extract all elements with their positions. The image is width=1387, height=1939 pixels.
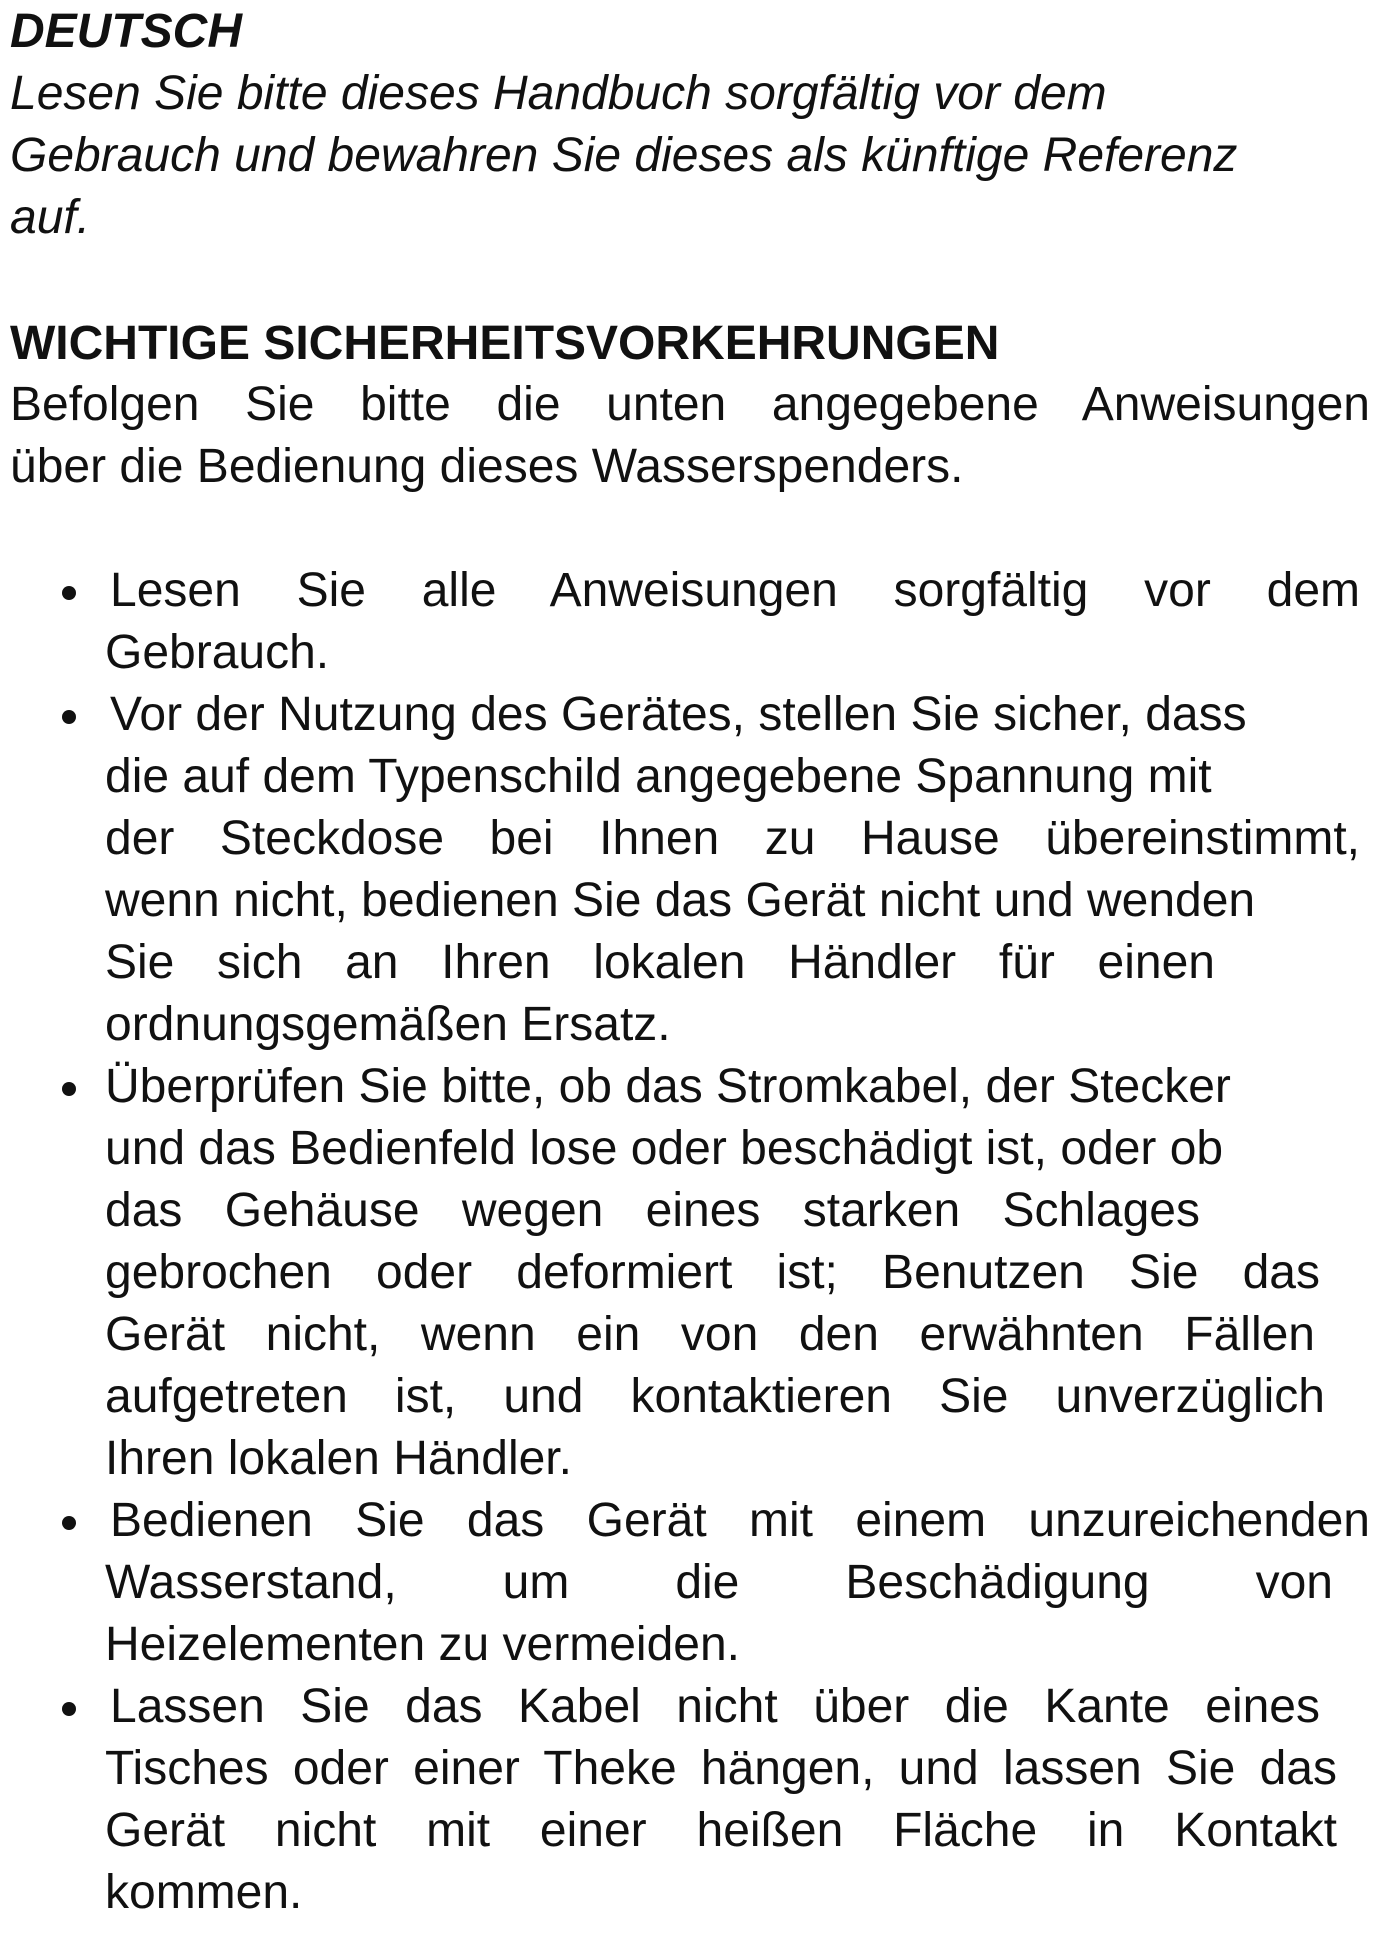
bullet-line: kommen. — [105, 1866, 303, 1919]
bullet-line: Tisches oder einer Theke hängen, und lassen Sie das — [105, 1742, 1337, 1795]
intro-paragraph — [10, 63, 1310, 249]
bullet-line: Heizelementen zu vermeiden. — [105, 1618, 740, 1671]
bullet-item — [0, 1676, 1370, 1924]
intro-line: Gebrauch und bewahren Sie dieses als künftige Referenz — [10, 129, 1238, 182]
bullet-line: die auf dem Typenschild angegebene Spannung mit — [105, 750, 1212, 803]
safety-heading: WICHTIGE SICHERHEITSVORKEHRUNGEN — [10, 317, 1000, 370]
bullet-icon — [62, 1702, 76, 1716]
bullet-line: Ihren lokalen Händler. — [105, 1432, 572, 1485]
bullet-icon — [62, 1082, 76, 1096]
bullet-line: und das Bedienfeld lose oder beschädigt ist, oder ob — [105, 1122, 1224, 1175]
bullet-line: gebrochen oder deformiert ist; Benutzen Sie das — [105, 1246, 1320, 1299]
intro-line: auf. — [10, 191, 91, 244]
bullet-icon — [62, 710, 76, 724]
bullet-item — [0, 684, 1370, 1056]
bullet-line: Lesen Sie alle Anweisungen sorgfältig vor dem — [110, 564, 1360, 617]
bullet-line: der Steckdose bei Ihnen zu Hause übereinstimmt, — [105, 812, 1360, 865]
language-heading: DEUTSCH — [10, 5, 243, 58]
bullet-icon — [62, 586, 76, 600]
bullet-line: ordnungsgemäßen Ersatz. — [105, 998, 671, 1051]
bullet-line: Überprüfen Sie bitte, ob das Stromkabel, der Stecker — [105, 1060, 1231, 1113]
bullet-line: Sie sich an Ihren lokalen Händler für einen — [105, 936, 1215, 989]
lead-paragraph — [10, 374, 1370, 498]
bullet-line: Wasserstand, um die Beschädigung von — [105, 1556, 1333, 1609]
bullet-line: wenn nicht, bedienen Sie das Gerät nicht und wenden — [105, 874, 1256, 927]
bullet-icon — [62, 1516, 76, 1530]
bullet-line: Gerät nicht, wenn ein von den erwähnten Fällen — [105, 1308, 1315, 1361]
bullet-line: aufgetreten ist, und kontaktieren Sie unverzüglich — [105, 1370, 1325, 1423]
bullet-line: Bedienen Sie das Gerät mit einem unzureichenden — [110, 1494, 1370, 1547]
bullet-item — [0, 560, 1370, 684]
bullet-item — [0, 1056, 1370, 1490]
bullet-line: Gerät nicht mit einer heißen Fläche in Kontakt — [105, 1804, 1337, 1857]
lead-line: Befolgen Sie bitte die unten angegebene Anweisungen — [10, 378, 1370, 431]
bullet-line: Lassen Sie das Kabel nicht über die Kante eines — [110, 1680, 1320, 1733]
bullet-line: Vor der Nutzung des Gerätes, stellen Sie sicher, dass — [110, 688, 1247, 741]
bullet-item — [0, 1490, 1370, 1676]
lead-line: über die Bedienung dieses Wasserspenders. — [10, 440, 964, 493]
safety-bullet-list — [0, 560, 1370, 1924]
bullet-line: das Gehäuse wegen eines starken Schlages — [105, 1184, 1200, 1237]
bullet-line: Gebrauch. — [105, 626, 330, 679]
intro-line: Lesen Sie bitte dieses Handbuch sorgfältig vor dem — [10, 67, 1107, 120]
